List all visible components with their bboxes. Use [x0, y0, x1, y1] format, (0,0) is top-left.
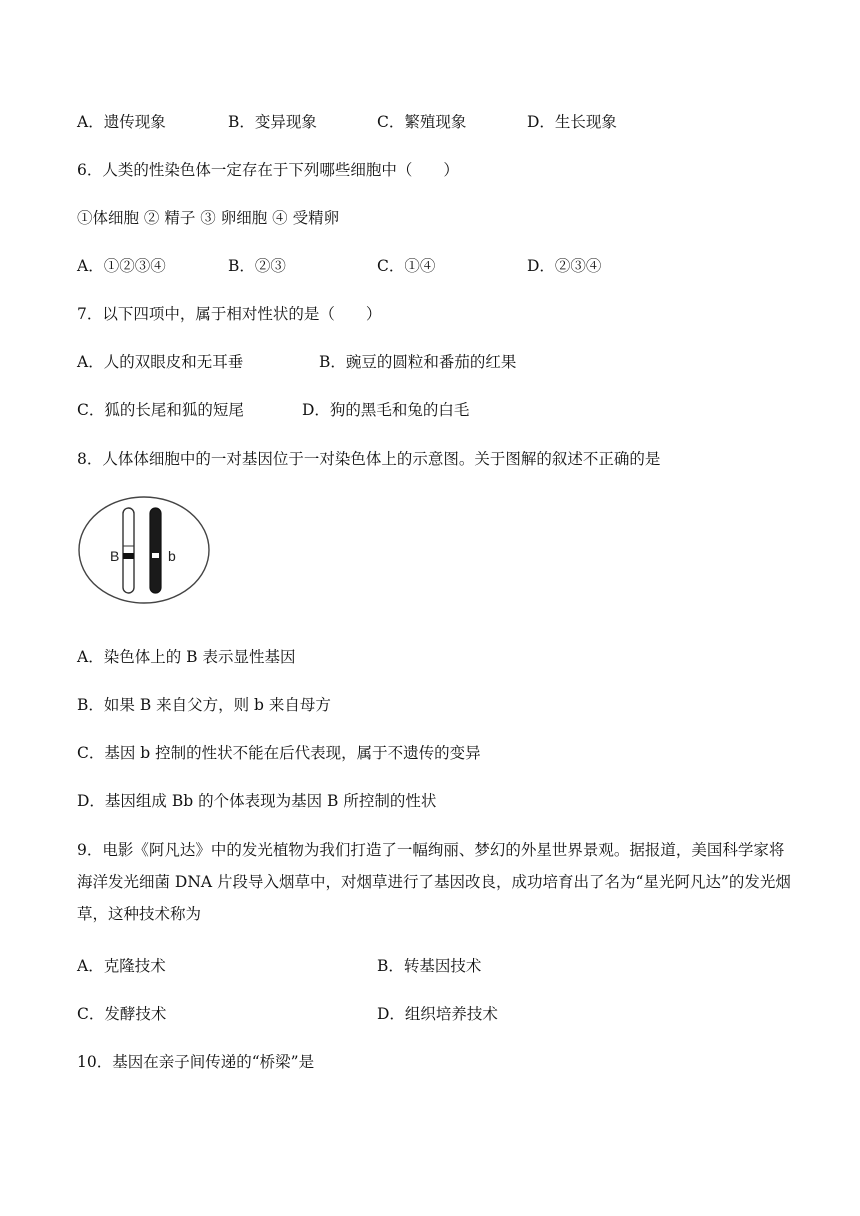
q7-option-c: C．狐的长尾和狐的短尾: [77, 401, 244, 419]
label-small-b: b: [168, 548, 176, 564]
q7-option-d: D．狗的黑毛和兔的白毛: [302, 401, 470, 419]
q6-option-a: A．①②③④: [77, 257, 166, 275]
q8-option-b: B．如果 B 来自父方，则 b 来自母方: [77, 696, 331, 714]
q7-stem: 7．以下四项中，属于相对性状的是（ ）: [77, 305, 382, 323]
q6-option-b: B．②③: [228, 257, 286, 275]
gene-band-b-dominant: [123, 553, 134, 559]
q8-option-d: D．基因组成 Bb 的个体表现为基因 B 所控制的性状: [77, 792, 437, 810]
q10-stem: 10．基因在亲子间传递的“桥梁”是: [77, 1053, 315, 1071]
q8-option-a: A．染色体上的 B 表示显性基因: [77, 648, 296, 666]
label-big-b: B: [110, 548, 120, 564]
q5-option-c: C．繁殖现象: [377, 113, 467, 131]
q9-option-c: C．发酵技术: [77, 1005, 167, 1023]
q9-stem: 9．电影《阿凡达》中的发光植物为我们打造了一幅绚丽、梦幻的外星世界景观。据报道，美国科学家将海洋发光细菌 DNA 片段导入烟草中，对烟草进行了基因改良，成功培育出了名为“星光阿凡达”的发光烟草，这种技术称为: [77, 841, 791, 923]
q5-option-a: A．遗传现象: [77, 113, 166, 131]
q9-option-d: D．组织培养技术: [377, 1005, 498, 1023]
q9-option-b: B．转基因技术: [377, 957, 482, 975]
q7-option-b: B．豌豆的圆粒和番茄的红果: [319, 353, 517, 371]
cell-outline: [79, 497, 209, 603]
q5-option-b: B．变异现象: [228, 113, 317, 131]
q7-option-a: A．人的双眼皮和无耳垂: [77, 353, 244, 371]
chromosome-left: [123, 508, 134, 593]
q6-items: ①体细胞 ② 精子 ③ 卵细胞 ④ 受精卵: [77, 209, 340, 227]
q6-stem: 6．人类的性染色体一定存在于下列哪些细胞中（ ）: [77, 161, 459, 179]
q5-option-d: D．生长现象: [527, 113, 617, 131]
q9-option-a: A．克隆技术: [77, 957, 166, 975]
gene-band-b-recessive: [152, 553, 159, 558]
q8-stem: 8．人体体细胞中的一对基因位于一对染色体上的示意图。关于图解的叙述不正确的是: [77, 450, 661, 468]
chromosome-pair-figure: [77, 494, 217, 606]
chromosome-right: [150, 508, 161, 593]
q6-option-d: D．②③④: [527, 257, 602, 275]
q6-option-c: C．①④: [377, 257, 436, 275]
q8-option-c: C．基因 b 控制的性状不能在后代表现，属于不遗传的变异: [77, 744, 481, 762]
